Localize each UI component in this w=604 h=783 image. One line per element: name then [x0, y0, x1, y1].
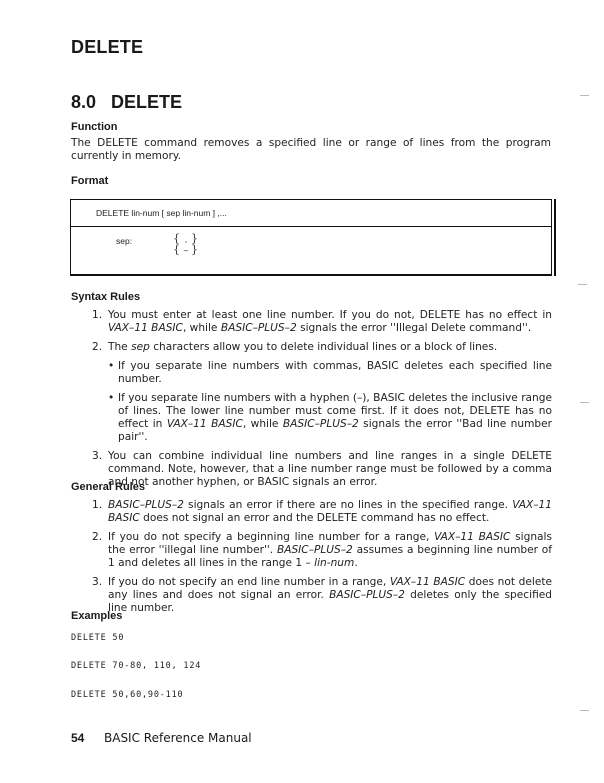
- syntax-rules-heading: Syntax Rules: [71, 291, 141, 303]
- rule-item: [71, 531, 552, 570]
- rule-number: 2.: [92, 531, 103, 543]
- italic-text: BASIC–PLUS–2: [329, 589, 405, 601]
- right-brace-icon: } }: [191, 232, 198, 256]
- italic-text: sep: [131, 341, 150, 353]
- section-name: DELETE: [111, 92, 183, 112]
- section-title: [71, 92, 182, 113]
- example-line: DELETE 70-80, 110, 124: [71, 661, 202, 671]
- manual-title: BASIC Reference Manual: [104, 731, 252, 745]
- rule-number: 2.: [92, 341, 103, 353]
- syntax-rules-list: [71, 309, 552, 495]
- margin-mark: [580, 402, 589, 403]
- general-rules-list: [71, 499, 552, 621]
- rule-item: [71, 341, 552, 354]
- example-line: DELETE 50: [71, 633, 125, 643]
- running-head: DELETE: [71, 37, 144, 57]
- text-run: If you do not specify an end line number in a range,: [108, 576, 390, 588]
- text-run: assumes a beginning line number of 1 and deletes all lines in the range 1 –: [108, 544, 552, 569]
- text-run: does not signal an error and the DELETE command has no effect.: [139, 512, 490, 524]
- examples-heading: Examples: [71, 610, 123, 622]
- section-number: 8.0: [71, 92, 97, 112]
- rule-bullet: [71, 392, 552, 444]
- text-run: deletes only the specified line number.: [108, 589, 552, 614]
- format-syntax: DELETE lin-num [ sep lin-num ] ,...: [96, 208, 227, 218]
- format-heading: Format: [71, 175, 109, 187]
- sep-options: [182, 234, 190, 256]
- bullet-icon: •: [108, 360, 115, 372]
- rule-number: 3.: [92, 450, 103, 462]
- text-run: signals the error ''illegal line number''.: [108, 531, 553, 556]
- function-text: The DELETE command removes a specified line or range of lines from the program currently in memory.: [71, 137, 551, 162]
- text-run: .: [354, 557, 358, 569]
- page-number: 54: [71, 731, 85, 745]
- italic-text: BASIC–PLUS–2: [108, 499, 184, 511]
- text-run: You must enter at least one line number. If you do not, DELETE has no effect in: [108, 309, 552, 321]
- rule-number: 3.: [92, 576, 103, 588]
- text-run: signals an error if there are no lines in the specified range.: [183, 499, 513, 511]
- rule-item: [71, 576, 552, 615]
- italic-text: BASIC–PLUS–2: [282, 418, 359, 430]
- text-run: If you do not specify a beginning line number for a range,: [108, 531, 435, 543]
- sep-label: sep:: [116, 236, 133, 246]
- text-run: The: [108, 341, 132, 353]
- bullet-icon: •: [108, 392, 115, 404]
- text-run: characters allow you to delete individual lines or a block of lines.: [149, 341, 498, 353]
- sep-option-hyphen: –: [183, 246, 189, 255]
- general-rules-heading: General Rules: [71, 481, 145, 493]
- format-syntax-row: [71, 200, 551, 227]
- italic-text: VAX–11 BASIC: [434, 531, 511, 543]
- text-run: signals the error ''Bad line number pair''.: [118, 418, 552, 443]
- italic-text: VAX–11 BASIC: [166, 418, 243, 430]
- italic-text: lin-num: [314, 557, 355, 569]
- rule-item: [71, 499, 552, 525]
- text-run: You can combine individual line numbers and line ranges in a single DELETE command. Note, however, that a line number range must be followed by a comma and not another hyphen, or BASIC signals an error.: [108, 450, 552, 488]
- margin-mark: [580, 95, 589, 96]
- sep-option-comma: ,: [184, 235, 188, 244]
- text-run: , while: [242, 418, 283, 430]
- example-line: DELETE 50,60,90-110: [71, 690, 184, 700]
- text-run: signals the error ''Illegal Delete command''.: [296, 322, 532, 334]
- rule-bullet: [71, 360, 552, 386]
- rule-number: 1.: [92, 309, 103, 321]
- italic-text: VAX–11 BASIC: [389, 576, 466, 588]
- text-run: If you separate line numbers with commas, BASIC deletes each specified line number.: [118, 360, 552, 385]
- text-run: does not delete any lines and does not signal an error.: [108, 576, 553, 601]
- italic-text: VAX–11 BASIC: [108, 322, 183, 334]
- rule-number: 1.: [92, 499, 103, 511]
- function-heading: Function: [71, 121, 118, 133]
- margin-mark: [580, 710, 589, 711]
- italic-text: BASIC–PLUS–2: [276, 544, 353, 556]
- italic-text: VAX–11 BASIC: [108, 499, 552, 524]
- text-run: , while: [182, 322, 221, 334]
- rule-item: [71, 309, 552, 335]
- format-box: [70, 199, 552, 276]
- margin-mark: [578, 284, 587, 285]
- text-run: If you separate line numbers with a hyphen (–), BASIC deletes the inclusive range of lines. The lower line number must come first. If it does not, DELETE has no effect in: [118, 392, 552, 430]
- left-brace-icon: { {: [173, 232, 180, 256]
- italic-text: BASIC–PLUS–2: [220, 322, 297, 334]
